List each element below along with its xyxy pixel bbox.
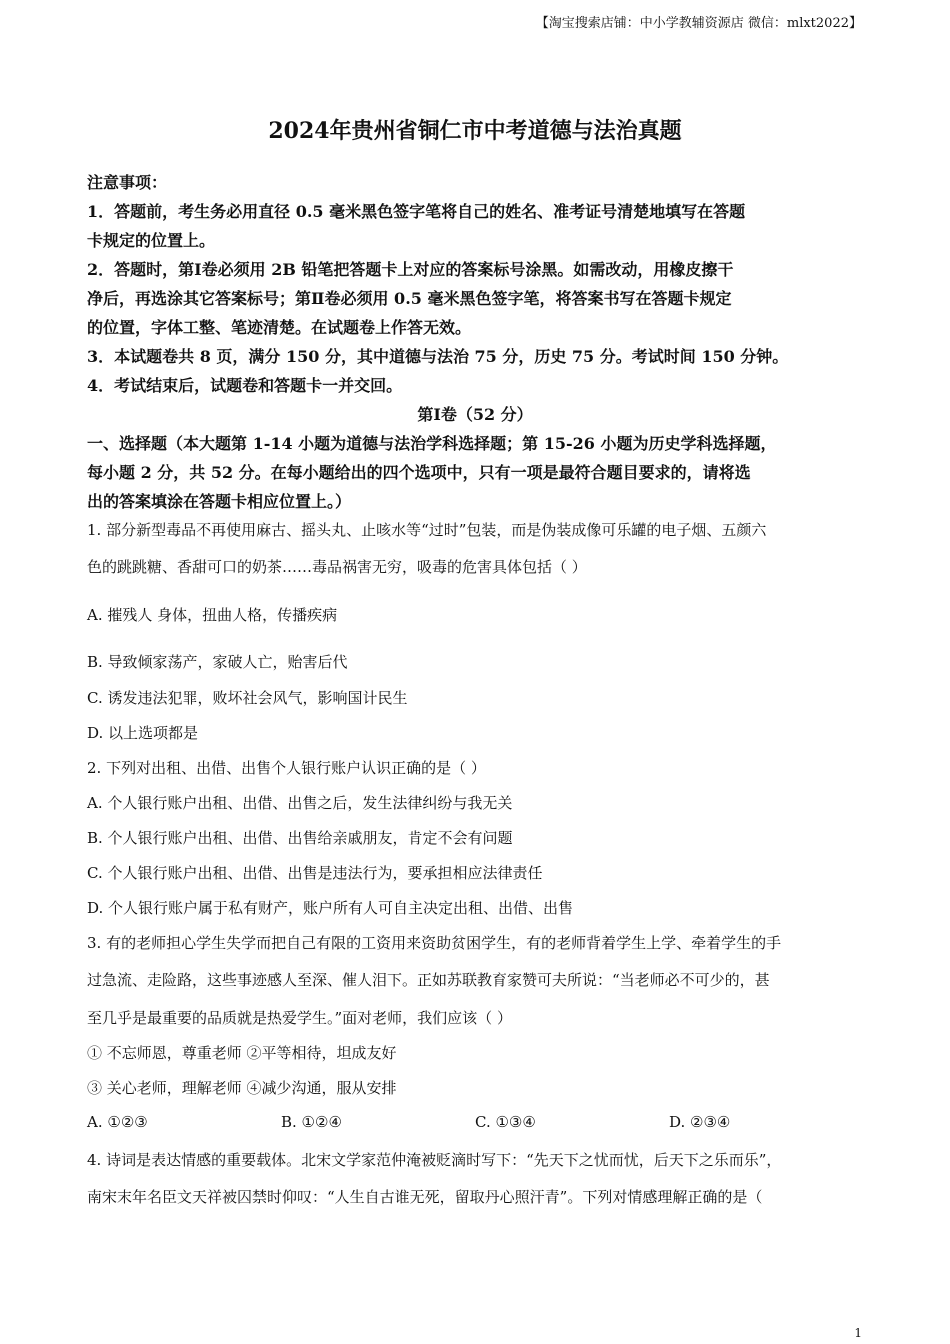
notes-line: 3．本试题卷共 8 页，满分 150 分，其中道德与法治 75 分，历史 75 分。考试时间 150 分钟。 [87,347,789,366]
q3-option-b: B. ①②④ [281,1113,342,1131]
instruction-line: 出的答案填涂在答题卡相应位置上。） [87,492,352,511]
q1-option-d: D. 以上选项都是 [87,724,199,742]
notes-heading: 注意事项： [87,173,168,192]
notes-line: 的位置，字体工整、笔迹清楚。在试题卷上作答无效。 [87,318,472,337]
page-number: 1 [854,1326,862,1340]
notes-line: 卡规定的位置上。 [87,231,216,250]
q4-stem-line: 4. 诗词是表达情感的重要载体。北宋文学家范仲淹被贬滴时写下：“先天下之忧而忧，后天下之乐而乐”， [87,1151,782,1169]
q1-option-c: C. 诱发违法犯罪，败坏社会风气，影响国计民生 [87,689,408,707]
section-title: 第Ⅰ卷（52 分） [417,405,533,424]
q3-options [87,1113,865,1131]
q3-statements: ③ 关心老师，理解老师 ④减少沟通，服从安排 [87,1079,397,1097]
exam-notes [87,168,863,516]
q1-option-a: A. 摧残人 身体，扭曲人格，传播疾病 [87,606,338,624]
instruction-line: 每小题 2 分，共 52 分。在每小题给出的四个选项中，只有一项是最符合题目要求的，请将选 [87,463,751,482]
notes-line: 1．答题前，考生务必用直径 0.5 毫米黑色签字笔将自己的姓名、准考证号清楚地填写在答题 [87,202,746,221]
q2-option-d: D. 个人银行账户属于私有财产，账户所有人可自主决定出租、出借、出售 [87,899,574,917]
notes-line: 2．答题时，第Ⅰ卷必须用 2B 铅笔把答题卡上对应的答案标号涂黑。如需改动，用橡皮擦干 [87,260,734,279]
q3-statements: ① 不忘师恩，尊重老师 ②平等相待，坦成友好 [87,1044,397,1062]
q3-stem-line: 至几乎是最重要的品质就是热爱学生。”面对老师，我们应该（ ） [87,1009,512,1027]
q4-stem-line: 南宋末年名臣文天祥被囚禁时仰叹：“人生自古谁无死，留取丹心照汗青”。下列对情感理解正确的是（ [87,1188,763,1206]
notes-line: 4．考试结束后，试题卷和答题卡一并交回。 [87,376,403,395]
page-header-note: 【淘宝搜索店铺：中小学教辅资源店 微信：mlxt2022】 [535,16,862,31]
q1-option-b: B. 导致倾家荡产，家破人亡，贻害后代 [87,653,348,671]
q3-stem-line: 3. 有的老师担心学生失学而把自己有限的工资用来资助贫困学生，有的老师背着学生上学、牵着学生的手 [87,934,782,952]
q2-option-b: B. 个人银行账户出租、出借、出售给亲戚朋友，肯定不会有问题 [87,829,513,847]
q2-stem: 2. 下列对出租、出借、出售个人银行账户认识正确的是（ ） [87,759,486,777]
q2-option-a: A. 个人银行账户出租、出借、出售之后，发生法律纠纷与我无关 [87,794,513,812]
notes-line: 净后，再选涂其它答案标号；第Ⅱ卷必须用 0.5 毫米黑色签字笔，将答案书写在答题卡规定 [87,289,732,308]
instruction-line: 一、选择题（本大题第 1-14 小题为道德与法治学科选择题；第 15-26 小题为历史学科选择题， [87,434,777,453]
q1-stem-line: 1. 部分新型毒品不再使用麻古、摇头丸、止咳水等“过时”包装，而是伪装成像可乐罐的电子烟、五颜六 [87,521,767,539]
q2-option-c: C. 个人银行账户出租、出借、出售是违法行为，要承担相应法律责任 [87,864,543,882]
q3-option-d: D. ②③④ [669,1113,731,1131]
q3-option-c: C. ①③④ [475,1113,536,1131]
exam-title: 2024年贵州省铜仁市中考道德与法治真题 [268,118,682,144]
q3-option-a: A. ①②③ [87,1113,148,1131]
q3-stem-line: 过急流、走险路，这些事迹感人至深、催人泪下。正如苏联教育家赞可夫所说：“当老师必不可少的，甚 [87,971,770,989]
q1-stem-line: 色的跳跳糖、香甜可口的奶茶……毒品祸害无穷，吸毒的危害具体包括（ ） [87,558,587,576]
